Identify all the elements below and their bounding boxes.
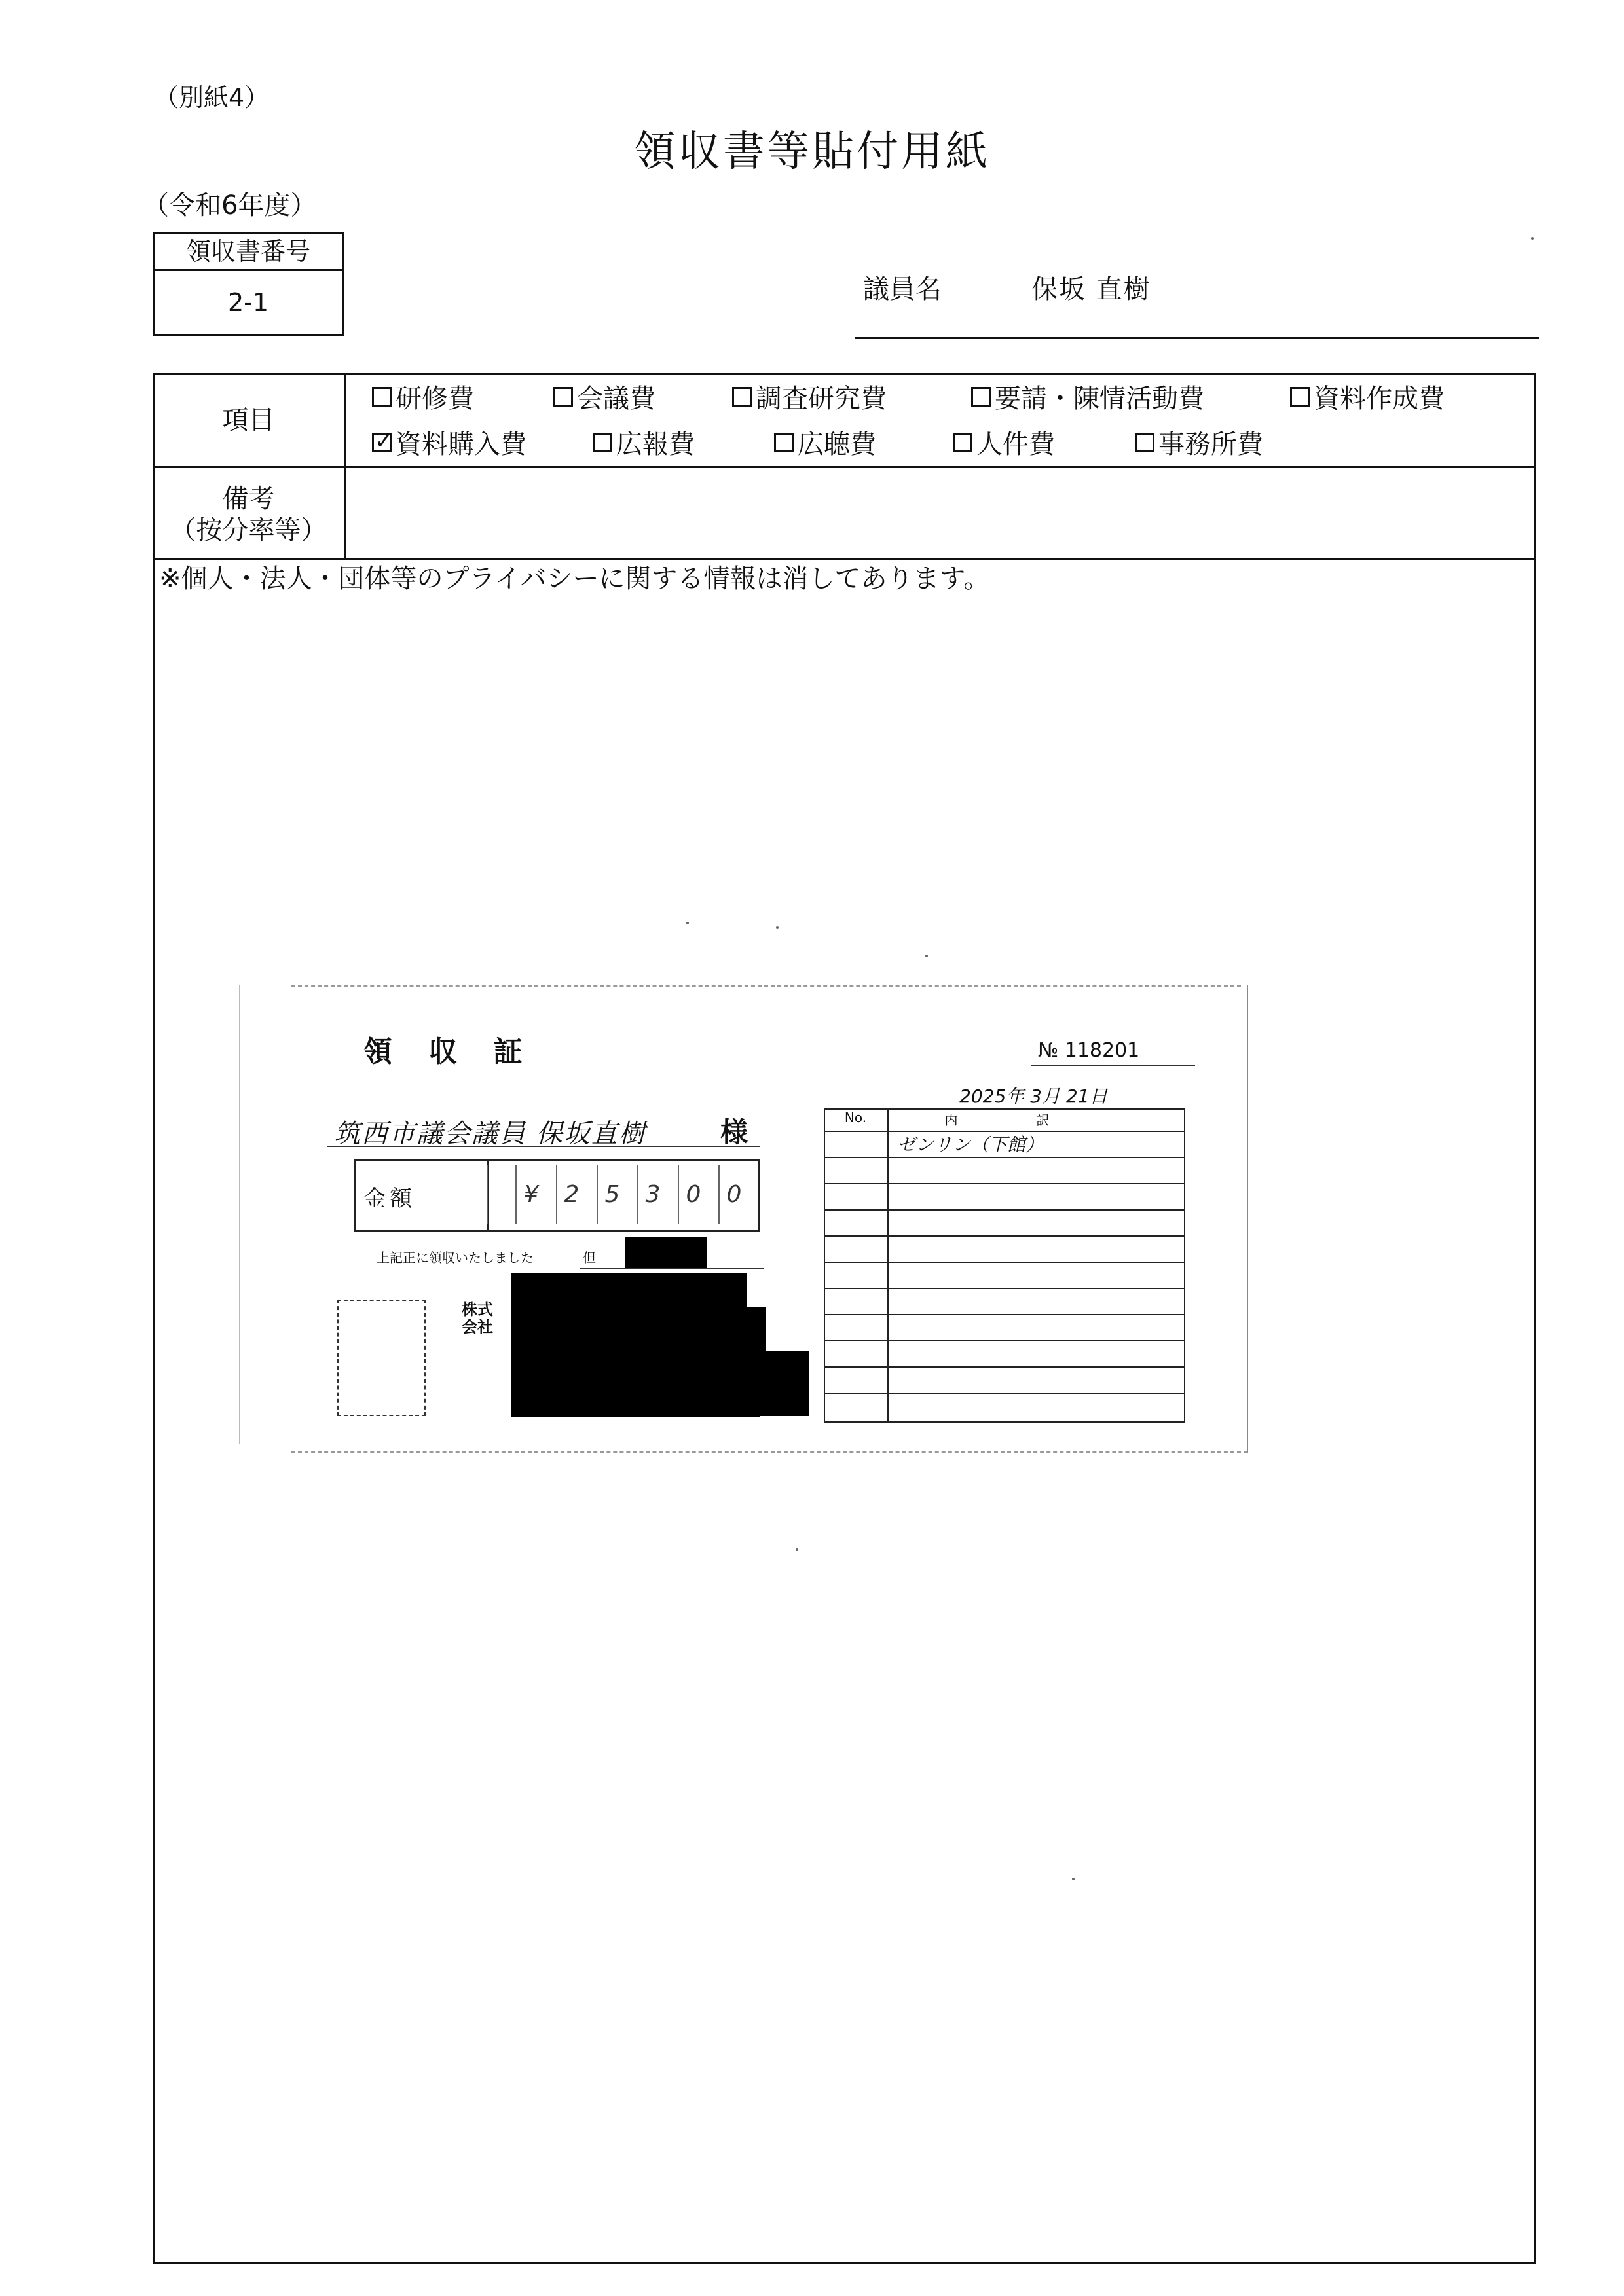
receipt-right-edge [1247, 985, 1249, 1453]
annex-label: （別紙4） [154, 83, 270, 112]
breakdown-header-no: No. [844, 1110, 867, 1125]
items-row-divider [153, 466, 1536, 468]
scan-speck [776, 926, 779, 929]
breakdown-row [824, 1366, 1185, 1368]
category-jinkenhi[interactable]: 人件費 [953, 424, 1055, 461]
fiscal-year: （令和6年度） [143, 191, 317, 221]
category-shiryo-konyuhi[interactable]: ✓ 資料購入費 [372, 424, 526, 461]
received-statement: 上記正に領収いたしました [377, 1250, 534, 1266]
receipt-title: 領 収 証 [363, 1035, 536, 1068]
label-column-divider [344, 373, 346, 559]
checkbox-icon[interactable] [372, 387, 392, 407]
checkbox-icon[interactable] [593, 433, 612, 452]
receipt-top-edge [291, 985, 1241, 987]
receipt-number-underline [1031, 1065, 1195, 1066]
receipt-number-box [153, 232, 344, 336]
checkbox-icon[interactable] [971, 387, 991, 407]
amount-digit: 2 [556, 1165, 586, 1224]
breakdown-row [824, 1262, 1185, 1263]
privacy-note: ※個人・法人・団体等のプライバシーに関する情報は消してあります。 [159, 564, 990, 594]
category-shiryo-sakuseihi[interactable]: 資料作成費 [1290, 378, 1445, 415]
amount-digit: 3 [637, 1165, 667, 1224]
scan-speck [925, 955, 928, 957]
breakdown-header-item: 内訳 [944, 1112, 1128, 1128]
category-kohohi[interactable]: 広報費 [593, 424, 695, 461]
category-kochohi[interactable]: 広聴費 [774, 424, 876, 461]
member-name-value: 保坂 直樹 [1031, 274, 1151, 304]
breakdown-row [824, 1157, 1185, 1158]
company-prefix: 会社 [462, 1318, 493, 1336]
redaction-block [511, 1273, 747, 1307]
page-title: 領収書等貼付用紙 [634, 128, 990, 176]
items-label: 項目 [222, 405, 275, 435]
breakdown-column-divider [887, 1108, 889, 1423]
receipt-left-edge [239, 985, 240, 1444]
scan-speck [1072, 1878, 1075, 1880]
amount-digit: 0 [678, 1165, 708, 1224]
breakdown-row [824, 1393, 1185, 1394]
amount-label: 金額 [363, 1186, 416, 1212]
checkbox-icon[interactable] [1290, 387, 1310, 407]
proviso-underline [580, 1268, 764, 1269]
receipt-addressee: 筑西市議会議員 保坂直樹 [334, 1119, 646, 1149]
checkbox-icon[interactable] [953, 433, 972, 452]
breakdown-row [824, 1340, 1185, 1341]
receipt-number: № 118201 [1038, 1039, 1140, 1062]
checkbox-icon[interactable] [1135, 433, 1154, 452]
receipt-number-value: 2-1 [227, 288, 269, 317]
addressee-underline [327, 1146, 760, 1147]
redaction-block [511, 1379, 760, 1417]
breakdown-row [824, 1314, 1185, 1315]
category-chosa-kenkyuhi[interactable]: 調査研究費 [732, 378, 887, 415]
checkbox-checked-icon[interactable] [372, 433, 392, 452]
amount-digit: 5 [597, 1165, 627, 1224]
category-kaigihi[interactable]: 会議費 [553, 378, 655, 415]
scan-speck [1531, 237, 1534, 240]
amount-digit: 0 [718, 1165, 748, 1224]
receipt-honorific: 様 [720, 1116, 748, 1148]
checkbox-icon[interactable] [774, 433, 794, 452]
redaction-block [748, 1351, 809, 1416]
category-jimushohi[interactable]: 事務所費 [1135, 424, 1263, 461]
receipt-date: 2025年 3月 21日 [959, 1085, 1108, 1107]
redaction-block [511, 1307, 766, 1379]
stamp-placeholder [337, 1300, 426, 1416]
checkbox-icon[interactable] [553, 387, 573, 407]
category-yosei-chinjo[interactable]: 要請・陳情活動費 [971, 378, 1204, 415]
amount-cell-empty [487, 1165, 517, 1224]
scan-speck [686, 922, 689, 924]
remarks-sublabel: （按分率等） [170, 515, 327, 545]
redaction-block [625, 1237, 707, 1268]
breakdown-row [824, 1235, 1185, 1237]
breakdown-row [824, 1209, 1185, 1211]
amount-digit: ¥ [515, 1165, 545, 1224]
scan-speck [796, 1548, 798, 1551]
member-underline [855, 337, 1539, 339]
proviso-label: 但 [583, 1250, 596, 1266]
remarks-label: 備考 [222, 484, 275, 514]
company-prefix: 株式 [462, 1300, 493, 1319]
breakdown-row [824, 1183, 1185, 1184]
checkbox-icon[interactable] [732, 387, 752, 407]
breakdown-row [824, 1288, 1185, 1289]
receipt-bottom-edge [291, 1451, 1247, 1453]
receipt-number-label: 領収書番号 [155, 234, 342, 271]
category-kenshuhi[interactable]: 研修費 [372, 378, 474, 415]
member-name-label: 議員名 [863, 274, 942, 304]
breakdown-item: ゼンリン（下館） [897, 1134, 1044, 1156]
pasted-receipt [239, 985, 1251, 1453]
